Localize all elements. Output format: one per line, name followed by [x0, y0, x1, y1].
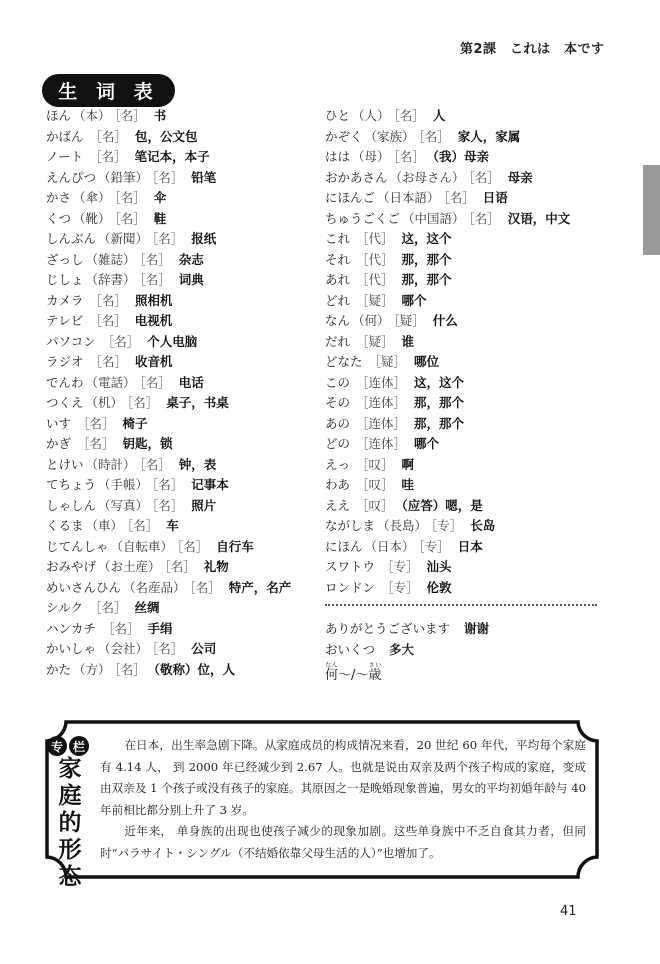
entry-kanji: （長島） — [377, 518, 428, 533]
vocab-entry — [325, 393, 605, 414]
entry-pos: ［连体］ — [356, 395, 407, 410]
entry-kanji: （時計） — [85, 456, 136, 472]
vocab-entry — [46, 209, 306, 230]
vocab-entry — [325, 209, 605, 230]
entry-kanji: （家族） — [364, 128, 415, 144]
vocab-entry — [46, 291, 306, 312]
entry-kana: なん — [325, 313, 351, 328]
vocab-entry — [325, 291, 605, 312]
vocab-entry — [46, 352, 306, 373]
vocab-entry — [325, 332, 605, 353]
dotted-divider — [325, 604, 597, 606]
vocab-entry — [325, 578, 605, 599]
entry-meaning: 那，那个 — [414, 395, 465, 410]
entry-kana: どれ — [325, 292, 351, 308]
entry-kanji: （お母さん） — [389, 169, 465, 185]
entry-kana: しゃしん — [46, 497, 97, 513]
vocab-entry — [325, 455, 605, 476]
entry-meaning: 记事本 — [191, 477, 229, 492]
entry-meaning: 什么 — [432, 313, 458, 328]
entry-pos: ［名］ — [152, 641, 184, 656]
vocab-entry — [46, 311, 306, 332]
entry-pos: ［名］ — [152, 497, 184, 513]
entry-kana: ハンカチ — [46, 620, 97, 636]
vocab-entry — [46, 250, 306, 271]
vocab-entry — [325, 147, 605, 168]
entry-kanji: （日本語） — [377, 190, 440, 205]
entry-kana: その — [325, 395, 351, 410]
vocab-entry — [46, 373, 306, 394]
entry-pos: ［名］ — [164, 559, 196, 574]
entry-kana: おみやげ — [46, 559, 97, 574]
entry-meaning: 哪位 — [414, 354, 440, 369]
vocab-entry — [325, 229, 605, 250]
entry-pos: ［名］ — [189, 579, 221, 595]
vocab-entry — [46, 147, 306, 168]
entry-pos: ［疑］ — [368, 354, 407, 369]
entry-kanji: （何） — [352, 313, 390, 328]
entry-pos: ［代］ — [356, 231, 394, 246]
entry-kana: ほん — [46, 108, 72, 123]
vocab-entry — [46, 168, 306, 189]
entry-pos: ［疑］ — [393, 313, 425, 328]
entry-pos: ［代］ — [356, 251, 394, 267]
entry-kana: かぎ — [46, 436, 72, 451]
entry-pos: ［名］ — [139, 251, 171, 267]
entry-pos: ［专］ — [381, 579, 419, 595]
entry-pos: ［叹］ — [356, 477, 394, 492]
entry-kana: ひと — [325, 108, 351, 123]
entry-pos: ［叹］ — [356, 456, 394, 472]
entry-kana: いす — [46, 415, 72, 431]
entry-pos: ［疑］ — [356, 333, 394, 349]
entry-pos: ［连体］ — [356, 374, 407, 390]
entry-meaning: 包，公文包 — [135, 128, 198, 144]
entry-pos: ［名］ — [152, 231, 184, 246]
vocab-entry — [46, 455, 306, 476]
entry-kana: どなた — [325, 354, 363, 369]
entry-kanji: （方） — [73, 661, 111, 677]
entry-kana: てちょう — [46, 477, 97, 492]
entry-kanji: （電話） — [85, 374, 136, 390]
entry-pos: ［名］ — [114, 210, 146, 226]
phrase-entry — [325, 639, 605, 660]
entry-pos: ［名］ — [89, 128, 128, 144]
entry-pos: ［名］ — [114, 661, 146, 677]
entry-meaning: 汕头 — [426, 559, 452, 574]
entry-meaning: （应答）嗯，是 — [401, 497, 483, 513]
entry-kana: テレビ — [46, 313, 84, 328]
entry-kana: だれ — [325, 333, 351, 349]
vocab-entry — [325, 434, 605, 455]
vocab-entry — [46, 270, 306, 291]
entry-meaning: 收音机 — [135, 354, 173, 369]
vocab-entry — [46, 598, 306, 619]
entry-pos: ［名］ — [127, 518, 159, 533]
entry-pos: ［名］ — [468, 210, 500, 226]
ruby-phrase: 何なん～/～歳さい — [325, 662, 382, 683]
entry-kana: にほんご — [325, 190, 376, 205]
entry-pos: ［名］ — [114, 190, 146, 205]
vocab-entry — [325, 496, 605, 517]
vocab-entry — [325, 168, 605, 189]
column-badge: 专 栏 — [47, 736, 89, 756]
entry-pos: ［名］ — [139, 272, 171, 287]
vocab-entry — [46, 393, 306, 414]
entry-kana: かいしゃ — [46, 641, 97, 656]
entry-meaning: 这，这个 — [414, 374, 465, 390]
vocab-entry — [325, 188, 605, 209]
entry-pos: ［名］ — [139, 456, 171, 472]
entry-meaning: 汉语，中文 — [507, 210, 571, 226]
vocab-entry — [325, 475, 605, 496]
entry-kanji: （本） — [73, 108, 111, 123]
entry-meaning: 人 — [432, 108, 446, 123]
entry-pos: ［名］ — [468, 169, 500, 185]
entry-pos: ［名］ — [114, 108, 146, 123]
entry-kanji: （写真） — [98, 497, 149, 513]
entry-kana: それ — [325, 251, 351, 267]
entry-pos: ［叹］ — [356, 497, 394, 513]
entry-kanji: （新聞） — [98, 231, 149, 246]
entry-pos: ［连体］ — [356, 415, 407, 431]
entry-kana: おかあさん — [325, 169, 388, 185]
entry-kana: この — [325, 374, 351, 390]
entry-kana: ロンドン — [325, 579, 376, 595]
entry-kana: じしょ — [46, 272, 84, 287]
vocab-entry — [46, 188, 306, 209]
entry-meaning: 家人，家属 — [457, 128, 521, 144]
vocab-entry — [46, 639, 306, 660]
entry-meaning: 词典 — [178, 272, 204, 287]
entry-meaning: 电话 — [178, 374, 204, 390]
entry-meaning: 谁 — [401, 333, 415, 349]
entry-kana: どの — [325, 436, 351, 451]
entry-kana: でんわ — [46, 374, 84, 390]
vocab-entry — [325, 270, 605, 291]
entry-meaning: 日本 — [457, 538, 483, 554]
entry-kanji: （鉛筆） — [98, 169, 149, 185]
entry-pos: ［疑］ — [356, 292, 394, 308]
entry-kana: ええ — [325, 497, 351, 513]
vocab-entry — [46, 434, 306, 455]
phrase-meaning: 多大 — [389, 642, 415, 657]
entry-kanji: （靴） — [73, 210, 111, 226]
entry-pos: ［名］ — [102, 620, 140, 636]
vocab-entry — [46, 557, 306, 578]
entry-kana: ノート — [46, 149, 84, 164]
vocab-entry — [46, 516, 306, 537]
vocab-column-right — [325, 106, 605, 686]
entry-pos: ［名］ — [89, 313, 127, 328]
vocab-entry — [46, 229, 306, 250]
entry-meaning: 照片 — [191, 497, 217, 513]
vocab-entry — [325, 557, 605, 578]
entry-meaning: 那，那个 — [401, 272, 452, 287]
entry-kanji: （自転車） — [110, 538, 174, 554]
vocab-entry — [46, 106, 306, 127]
entry-kanji: （傘） — [73, 190, 111, 205]
entry-pos: ［名］ — [89, 354, 128, 369]
entry-kanji: （日本） — [364, 538, 415, 554]
entry-meaning: 钥匙，锁 — [122, 436, 173, 451]
entry-pos: ［名］ — [139, 374, 171, 390]
entry-kanji: （中国語） — [402, 210, 465, 226]
entry-pos: ［专］ — [431, 518, 463, 533]
entry-kana: ながしま — [325, 518, 376, 533]
vocab-entry — [46, 619, 306, 640]
entry-meaning: 桌子，书桌 — [166, 395, 229, 410]
entry-meaning: 母亲 — [507, 169, 533, 185]
entry-kana: つくえ — [46, 395, 84, 410]
entry-pos: ［名］ — [443, 190, 475, 205]
entry-pos: ［名］ — [393, 108, 425, 123]
vocab-entry — [325, 373, 605, 394]
phrase-meaning: 谢谢 — [464, 621, 490, 636]
entry-meaning: 手绢 — [147, 620, 173, 636]
entry-pos: ［名］ — [393, 149, 425, 164]
entry-meaning: （我）母亲 — [432, 149, 490, 164]
entry-kana: とけい — [46, 456, 84, 472]
entry-meaning: 鞋 — [153, 210, 167, 226]
entry-pos: ［名］ — [152, 477, 184, 492]
entry-meaning: 个人电脑 — [147, 333, 198, 349]
entry-pos: ［连体］ — [356, 436, 407, 451]
entry-kana: これ — [325, 231, 351, 246]
entry-kana: ラジオ — [46, 354, 84, 369]
entry-meaning: 哪个 — [401, 292, 427, 308]
entry-meaning: 啊 — [401, 456, 415, 472]
entry-meaning: （敬称）位，人 — [153, 661, 236, 677]
entry-kana: にほん — [325, 538, 363, 554]
entry-kana: ざっし — [46, 251, 84, 267]
entry-kana: くるま — [46, 518, 84, 533]
entry-meaning: 这，这个 — [401, 231, 452, 246]
entry-kana: じてんしゃ — [46, 538, 109, 554]
entry-kanji: （人） — [352, 108, 390, 123]
phrase-entry — [325, 618, 605, 639]
entry-kana: はは — [325, 149, 351, 164]
vocab-entry — [46, 475, 306, 496]
section-title: 生 词 表 — [42, 74, 175, 107]
vocab-entry — [46, 578, 306, 599]
entry-pos: ［名］ — [77, 415, 115, 431]
entry-meaning: 照相机 — [135, 292, 173, 308]
entry-pos: ［名］ — [127, 395, 159, 410]
entry-meaning: 长岛 — [470, 518, 496, 533]
phrase-text: おいくつ — [325, 642, 376, 657]
entry-meaning: 礼物 — [203, 559, 229, 574]
running-head: 第2課 これは 本です — [460, 42, 605, 57]
entry-pos: ［名］ — [418, 128, 450, 144]
entry-meaning: 报纸 — [191, 231, 217, 246]
entry-kanji: （手帳） — [98, 477, 149, 492]
entry-meaning: 哪个 — [414, 436, 440, 451]
entry-pos: ［专］ — [418, 538, 450, 554]
entry-kana: あの — [325, 415, 351, 431]
page-number: 41 — [560, 904, 577, 919]
vocab-entry — [325, 127, 605, 148]
vocab-entry — [325, 537, 605, 558]
column-box — [44, 719, 600, 890]
entry-kanji: （お土産） — [98, 559, 161, 574]
entry-pos: ［名］ — [77, 436, 115, 451]
entry-kanji: （会社） — [98, 641, 149, 656]
entry-kana: しんぶん — [46, 231, 97, 246]
entry-meaning: 电视机 — [134, 313, 173, 328]
entry-kana: くつ — [46, 210, 72, 226]
chapter-side-tab — [643, 165, 660, 255]
entry-meaning: 公司 — [191, 641, 217, 656]
entry-kana: えんぴつ — [46, 169, 97, 185]
entry-kana: かさ — [46, 190, 72, 205]
entry-kana: かばん — [46, 128, 84, 144]
vocab-entry — [46, 332, 306, 353]
vocab-entry — [325, 414, 605, 435]
entry-pos: ［名］ — [152, 169, 184, 185]
entry-meaning: 那，那个 — [401, 251, 452, 267]
entry-meaning: 那，那个 — [414, 415, 465, 431]
entry-kana: あれ — [325, 272, 351, 287]
entry-pos: ［专］ — [381, 559, 419, 574]
column-title: 家 庭 的 形 态 — [58, 756, 82, 890]
entry-meaning: 伞 — [153, 190, 167, 205]
entry-kana: えっ — [325, 456, 351, 472]
entry-kana: スワトウ — [325, 559, 376, 574]
entry-pos: ［名］ — [88, 600, 127, 615]
entry-pos: ［名］ — [177, 538, 209, 554]
vocab-entry — [46, 414, 306, 435]
entry-kana: かた — [46, 661, 72, 677]
vocab-entry — [46, 127, 306, 148]
entry-meaning: 伦敦 — [426, 579, 452, 595]
entry-kana: かぞく — [325, 128, 363, 144]
vocab-column-left — [46, 106, 306, 680]
entry-meaning: 书 — [153, 108, 167, 123]
entry-meaning: 特产，名产 — [228, 579, 292, 595]
entry-pos: ［代］ — [356, 272, 394, 287]
vocab-entry — [46, 537, 306, 558]
entry-meaning: 丝绸 — [134, 600, 160, 615]
vocab-entry — [46, 496, 306, 517]
entry-meaning: 车 — [166, 518, 179, 533]
entry-meaning: 自行车 — [216, 538, 254, 554]
entry-kana: シルク — [46, 600, 83, 615]
vocab-entry — [325, 250, 605, 271]
entry-kana: パソコン — [46, 333, 96, 349]
column-body: 在日本，出生率急剧下降。从家庭成员的构成情况来看，20 世纪 60 年代，平均每个家庭有 4.14 人， 到 2000 年已经减少到 2.67 人。也就是说由双亲及两个孩子构成的家庭，变成由双亲及 1 个孩子或没有孩子的家庭。其原因之一是晚婚现象普遍，男女的平均初婚年龄与 40 年前相比都分别上升了 3 岁。 近年来， 单身族的出现也使孩子减少的现象加剧。这些单身族中不乏自食其力者，但同时“パラサイト・シングル（不结婚依靠父母生活的人）”也增加了。 — [100, 738, 586, 860]
entry-kana: カメラ — [46, 292, 84, 308]
entry-meaning: 哇 — [401, 477, 415, 492]
entry-pos: ［名］ — [89, 292, 128, 308]
vocab-entry — [325, 516, 605, 537]
entry-kanji: （車） — [85, 518, 124, 533]
entry-meaning: 日语 — [482, 190, 508, 205]
entry-meaning: 钟，表 — [178, 456, 217, 472]
entry-meaning: 铅笔 — [191, 169, 217, 185]
entry-kana: ちゅうごくご — [325, 210, 401, 226]
entry-pos: ［名］ — [101, 333, 140, 349]
entry-meaning: 杂志 — [178, 251, 204, 267]
entry-kana: めいさんひん — [46, 579, 122, 595]
entry-kana: わあ — [325, 477, 351, 492]
vocab-entry — [325, 352, 605, 373]
entry-meaning: 笔记本，本子 — [134, 149, 210, 164]
vocab-entry — [325, 106, 605, 127]
entry-kanji: （机） — [85, 395, 124, 410]
vocab-entry — [325, 311, 605, 332]
entry-kanji: （雑誌） — [85, 251, 136, 267]
entry-kanji: （辞書） — [85, 272, 136, 287]
phrase-text: ありがとうございます — [325, 621, 451, 636]
entry-meaning: 椅子 — [122, 415, 148, 431]
entry-pos: ［名］ — [89, 149, 127, 164]
entry-kanji: （母） — [352, 149, 390, 164]
entry-kanji: （名産品） — [123, 579, 186, 595]
vocab-entry — [46, 660, 306, 681]
